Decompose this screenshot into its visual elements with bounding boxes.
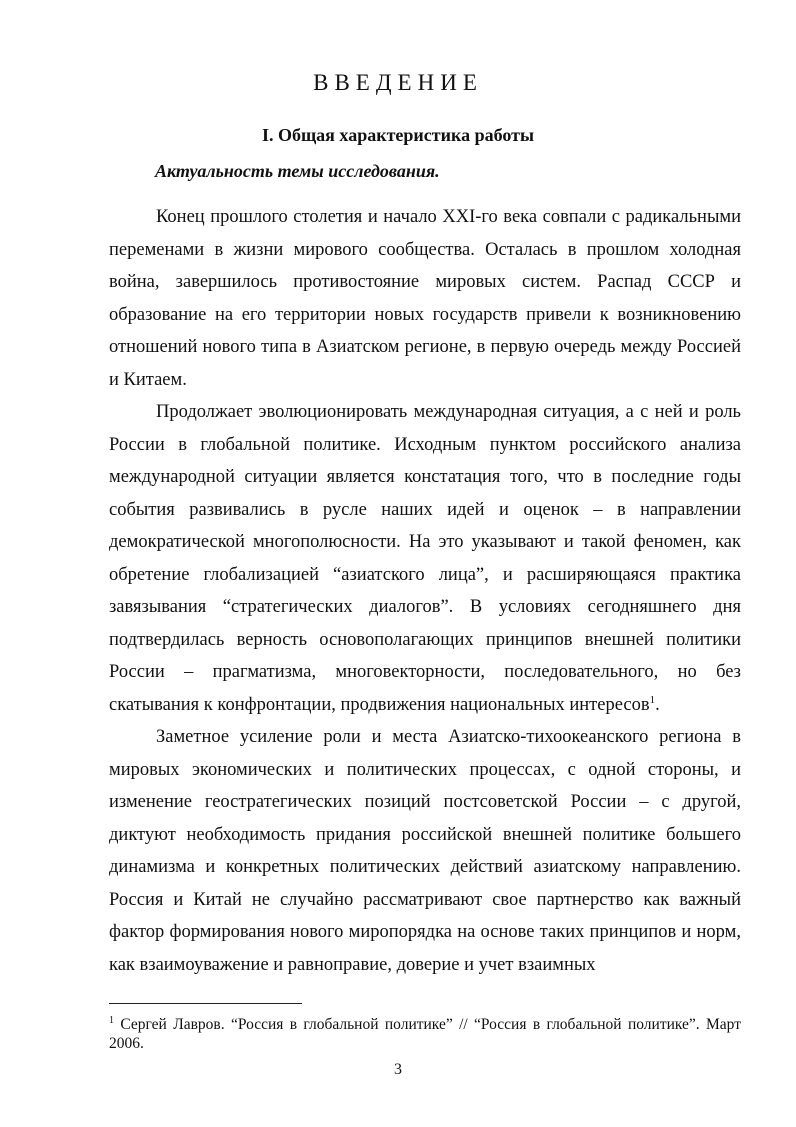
paragraph-1: Конец прошлого столетия и начало XXI-го века совпали с радикальными переменами в жизни мирового сообщества. Осталась в прошлом холодная война, завершилось противостояние мировых систем. Распад СССР и образование на его территории новых государств привели к возникновению отношений нового типа в Азиатском регионе, в первую очередь между Россией и Китаем. [109,207,741,390]
footnote-marker: 1 [109,1015,114,1026]
footnote-separator [109,1003,302,1004]
paragraph-2-period: . [655,694,660,715]
paragraph-2 [109,396,741,721]
footnote-reference[interactable]: 1 [649,693,656,706]
paragraph-3: Заметное усиление роли и места Азиатско-тихоокеанского региона в мировых экономических и политических процессах, с одной стороны, и изменение геостратегических позиций постсоветской России – с другой, диктуют необходимость придания российской внешней политике большего динамизма и конкретных политических действий азиатскому направлению. Россия и Китай не случайно рассматривают свое партнерство как важный фактор формирования нового миропорядка на основе таких принципов и норм, как взаимоуважение и равноправие, доверие и учет взаимных [109,727,741,975]
paragraph-2-text: Продолжает эволюционировать международная ситуация, а с ней и роль России в глобальной политике. Исходным пунктом российского анализа международной ситуации является констатация того, что в последние годы события развивались в русле наших идей и оценок – в направлении демократической многополюсности. На это указывают и такой феномен, как обретение глобализацией “азиатского лица”, и расширяющаяся практика завязывания “стратегических диалогов”. В условиях сегодняшнего дня подтвердилась верность основополагающих принципов внешней политики России – прагматизма, многовекторности, последовательного, но без скатывания к конфронтации, продвижения национальных интересов [109,402,741,715]
footnote [109,1011,741,1053]
section-heading: I. Общая характеристика работы [261,125,535,145]
page-number: 3 [394,1061,402,1078]
subsection-heading: Актуальность темы исследования. [155,161,440,181]
footnote-text: Сергей Лавров. “Россия в глобальной политике” // “Россия в глобальной политике”. Март 2006. [109,1016,742,1053]
page-title: ВВЕДЕНИЕ [313,70,483,95]
body-text [109,201,741,981]
